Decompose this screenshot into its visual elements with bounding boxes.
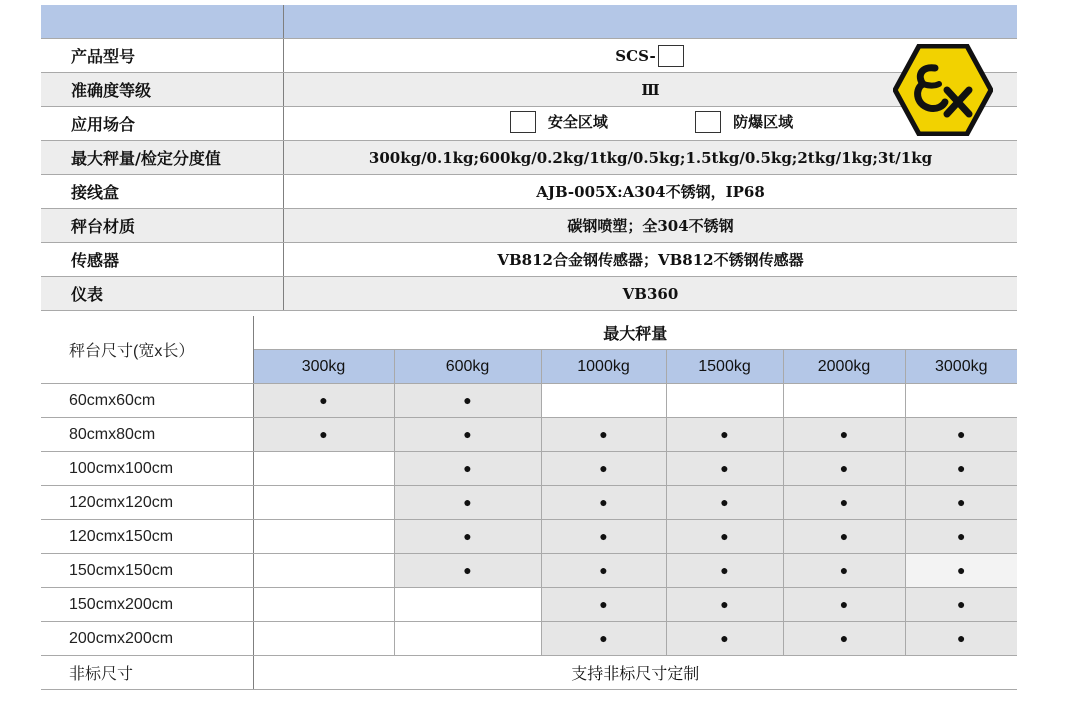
table-row	[41, 452, 1017, 486]
availability-dot: ●	[599, 629, 608, 646]
table-row	[41, 554, 1017, 588]
spec-row-sensor	[41, 243, 1017, 277]
availability-cell	[666, 486, 783, 520]
availability-dot: ●	[463, 425, 472, 442]
availability-dot: ●	[839, 425, 849, 442]
availability-cell	[905, 384, 1017, 418]
platform-label: 秤台材质	[41, 209, 284, 243]
capacity-header: 2000kg	[783, 350, 905, 384]
availability-cell	[666, 554, 783, 588]
accuracy-value: Ⅲ	[284, 73, 1018, 107]
availability-cell	[541, 384, 666, 418]
capacity-grid	[41, 316, 1017, 690]
availability-dot: ●	[957, 595, 966, 612]
availability-cell	[905, 622, 1017, 656]
max-capacity-header: 最大秤量	[253, 316, 1017, 350]
junction-label: 接线盒	[41, 175, 284, 209]
availability-cell	[253, 418, 394, 452]
size-label: 120cmx120cm	[41, 486, 253, 520]
availability-dot: ●	[720, 425, 729, 442]
table-row	[41, 384, 1017, 418]
availability-dot: ●	[839, 629, 849, 646]
accuracy-label: 准确度等级	[41, 73, 284, 107]
availability-cell	[666, 622, 783, 656]
availability-cell	[394, 486, 541, 520]
availability-cell	[905, 486, 1017, 520]
availability-dot: ●	[720, 459, 729, 476]
availability-cell	[253, 520, 394, 554]
availability-dot: ●	[839, 527, 849, 544]
capacity-value: 300kg/0.1kg;600kg/0.2kg/1tkg/0.5kg;1.5tkg/0.5kg;2tkg/1kg;3t/1kg	[284, 141, 1018, 175]
custom-size-row	[41, 656, 1017, 690]
table-row	[41, 622, 1017, 656]
junction-value: AJB-005X:A304不锈钢，IP68	[284, 175, 1018, 209]
availability-cell	[394, 554, 541, 588]
table-row	[41, 486, 1017, 520]
availability-cell	[666, 588, 783, 622]
spec-row-accuracy	[41, 73, 1017, 107]
availability-dot: ●	[463, 527, 472, 544]
capacity-header: 1500kg	[666, 350, 783, 384]
availability-cell	[541, 588, 666, 622]
availability-dot: ●	[599, 561, 608, 578]
availability-cell	[666, 520, 783, 554]
capacity-header: 300kg	[253, 350, 394, 384]
availability-cell	[253, 554, 394, 588]
availability-dot: ●	[720, 561, 729, 578]
availability-dot: ●	[720, 629, 729, 646]
availability-dot: ●	[720, 595, 729, 612]
availability-cell	[541, 622, 666, 656]
size-label: 80cmx80cm	[41, 418, 253, 452]
availability-dot: ●	[720, 493, 729, 510]
spec-row-model	[41, 39, 1017, 73]
meter-label: 仪表	[41, 277, 284, 311]
availability-cell	[783, 554, 905, 588]
availability-cell	[541, 418, 666, 452]
explosion-area-label: 防爆区域	[733, 113, 794, 131]
availability-cell	[783, 384, 905, 418]
availability-dot: ●	[463, 561, 472, 578]
availability-cell	[253, 452, 394, 486]
availability-dot: ●	[599, 459, 608, 476]
spec-row-capacity	[41, 141, 1017, 175]
availability-cell	[783, 418, 905, 452]
availability-cell	[253, 384, 394, 418]
table-row	[41, 418, 1017, 452]
table-row	[41, 520, 1017, 554]
capacity-header: 3000kg	[905, 350, 1017, 384]
availability-dot: ●	[463, 493, 472, 510]
availability-cell	[905, 418, 1017, 452]
availability-cell	[783, 452, 905, 486]
availability-cell	[666, 384, 783, 418]
spec-row-use	[41, 107, 1017, 141]
model-value: SCS-	[615, 46, 656, 65]
availability-dot: ●	[957, 561, 966, 578]
availability-cell	[253, 486, 394, 520]
availability-dot: ●	[599, 595, 608, 612]
size-label: 200cmx200cm	[41, 622, 253, 656]
availability-dot: ●	[839, 459, 849, 476]
availability-cell	[905, 554, 1017, 588]
availability-dot: ●	[957, 629, 966, 646]
spec-header-right	[284, 5, 1018, 39]
availability-cell	[394, 588, 541, 622]
availability-cell	[905, 520, 1017, 554]
spec-table	[41, 5, 1017, 311]
availability-cell	[541, 452, 666, 486]
capacity-header: 600kg	[394, 350, 541, 384]
size-header: 秤台尺寸(宽x长）	[41, 316, 253, 384]
availability-cell	[783, 622, 905, 656]
availability-cell	[541, 486, 666, 520]
availability-dot: ●	[957, 459, 966, 476]
availability-cell	[394, 418, 541, 452]
use-label: 应用场合	[41, 107, 284, 141]
capacity-header: 1000kg	[541, 350, 666, 384]
availability-dot: ●	[957, 493, 966, 510]
spec-header-row	[41, 5, 1017, 39]
sensor-value: VB812合金钢传感器；VB812不锈钢传感器	[284, 243, 1018, 277]
availability-cell	[666, 452, 783, 486]
availability-cell	[394, 384, 541, 418]
grid-header-row	[41, 316, 1017, 350]
spec-row-platform	[41, 209, 1017, 243]
custom-size-label: 非标尺寸	[41, 656, 253, 690]
availability-dot: ●	[319, 425, 328, 442]
availability-dot: ●	[839, 493, 849, 510]
ex-explosion-proof-icon	[893, 44, 993, 136]
availability-cell	[905, 588, 1017, 622]
capacity-label: 最大秤量/检定分度值	[41, 141, 284, 175]
availability-dot: ●	[599, 527, 608, 544]
availability-cell	[783, 588, 905, 622]
availability-cell	[541, 554, 666, 588]
availability-dot: ●	[957, 527, 966, 544]
availability-cell	[394, 622, 541, 656]
availability-cell	[783, 520, 905, 554]
model-label: 产品型号	[41, 39, 284, 73]
platform-value: 碳钢喷塑；全304不锈钢	[284, 209, 1018, 243]
availability-dot: ●	[599, 425, 608, 442]
availability-dot: ●	[463, 459, 472, 476]
availability-cell	[253, 622, 394, 656]
availability-cell	[394, 452, 541, 486]
size-label: 100cmx100cm	[41, 452, 253, 486]
availability-dot: ●	[957, 425, 966, 442]
availability-dot: ●	[839, 595, 849, 612]
availability-cell	[253, 588, 394, 622]
size-label: 120cmx150cm	[41, 520, 253, 554]
spec-row-meter	[41, 277, 1017, 311]
size-label: 150cmx150cm	[41, 554, 253, 588]
availability-cell	[394, 520, 541, 554]
size-label: 60cmx60cm	[41, 384, 253, 418]
spec-header-left	[41, 5, 284, 39]
safe-area-checkbox[interactable]	[510, 111, 536, 133]
safe-area-label: 安全区域	[547, 113, 608, 131]
availability-dot: ●	[720, 527, 729, 544]
availability-cell	[783, 486, 905, 520]
availability-dot: ●	[319, 391, 328, 408]
custom-size-value: 支持非标尺寸定制	[253, 656, 1017, 690]
availability-cell	[541, 520, 666, 554]
model-input-box[interactable]	[658, 45, 684, 67]
spec-row-junction	[41, 175, 1017, 209]
sensor-label: 传感器	[41, 243, 284, 277]
availability-dot: ●	[463, 391, 472, 408]
table-row	[41, 588, 1017, 622]
availability-cell	[905, 452, 1017, 486]
availability-dot: ●	[839, 561, 849, 578]
availability-dot: ●	[599, 493, 608, 510]
explosion-area-checkbox[interactable]	[695, 111, 721, 133]
availability-cell	[666, 418, 783, 452]
meter-value: VB360	[284, 277, 1018, 311]
size-label: 150cmx200cm	[41, 588, 253, 622]
